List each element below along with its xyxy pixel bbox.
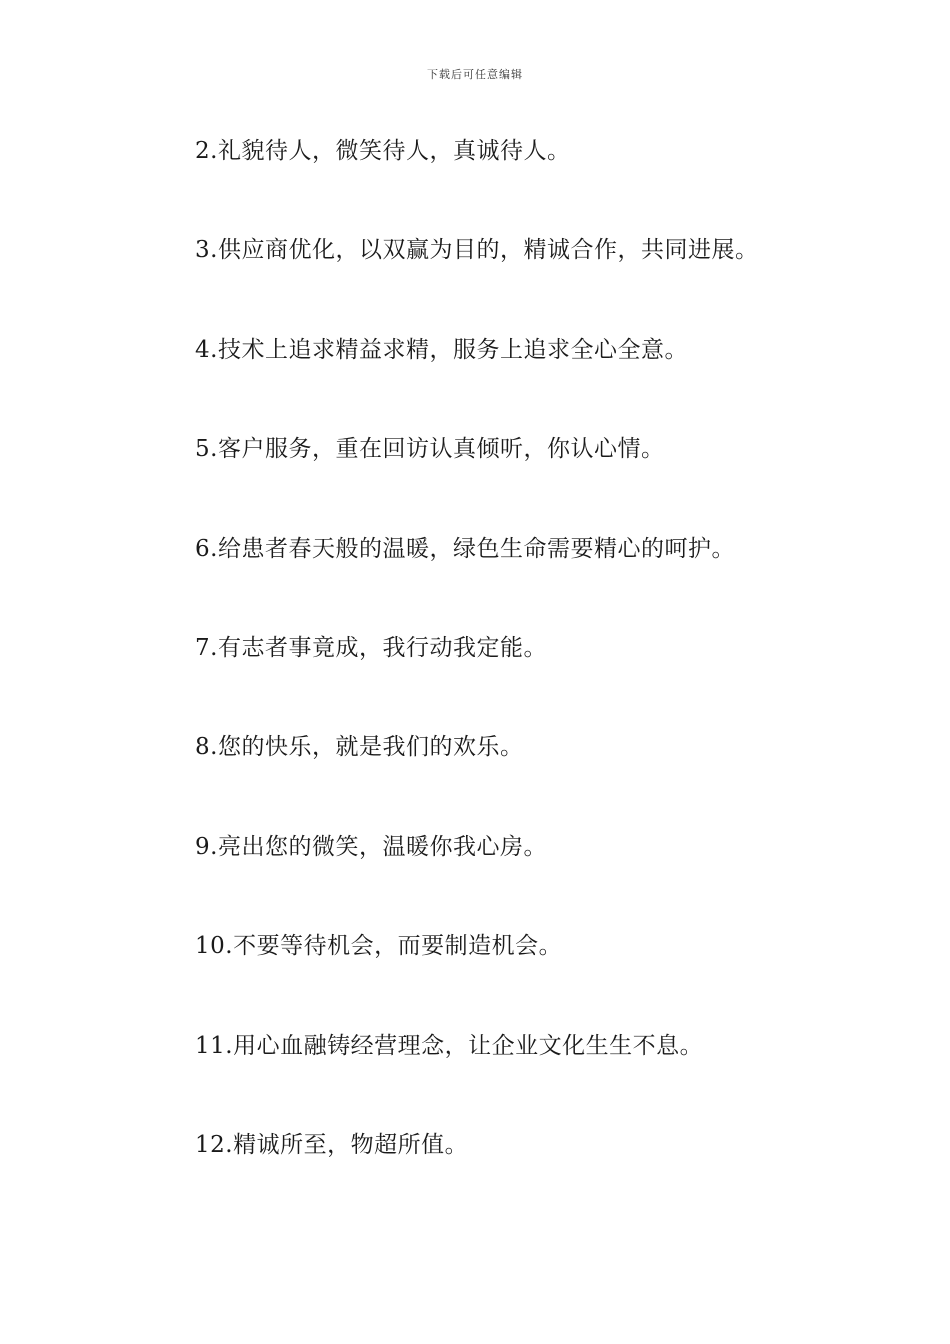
list-item: 12.精诚所至，物超所值。	[195, 1131, 469, 1158]
list-item: 4.技术上追求精益求精，服务上追求全心全意。	[195, 336, 688, 363]
list-item: 9.亮出您的微笑，温暖你我心房。	[195, 833, 547, 860]
list-item: 3.供应商优化，以双赢为目的，精诚合作，共同进展。	[195, 237, 759, 264]
list-item: 7.有志者事竟成，我行动我定能。	[195, 634, 547, 661]
slogan-list	[195, 133, 758, 1226]
list-item: 8.您的快乐，就是我们的欢乐。	[195, 734, 524, 761]
list-item: 10.不要等待机会，而要制造机会。	[195, 933, 563, 960]
list-item: 11.用心血融铸经营理念，让企业文化生生不息。	[195, 1032, 704, 1059]
list-item: 5.客户服务，重在回访认真倾听，你认心情。	[195, 436, 665, 463]
list-item: 2.礼貌待人，微笑待人，真诚待人。	[195, 138, 571, 164]
list-item: 6.给患者春天般的温暖，绿色生命需要精心的呵护。	[195, 535, 735, 562]
header-note: 下载后可任意编辑	[427, 68, 523, 81]
